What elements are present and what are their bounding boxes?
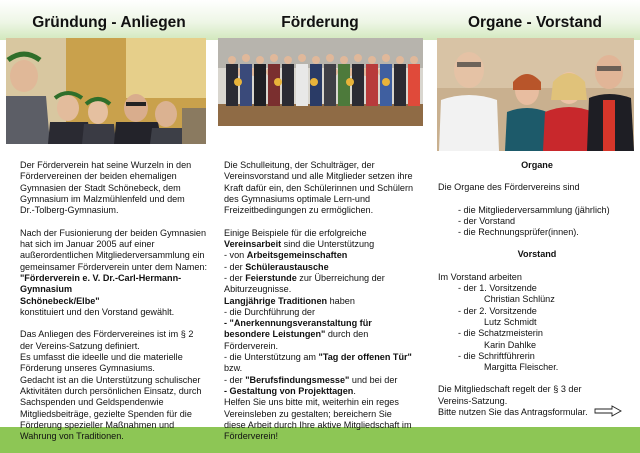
text-line xyxy=(224,273,424,284)
text-line: Kraft dafür ein, den Schülerinnen und Schülern xyxy=(224,182,414,193)
group-photo xyxy=(218,38,423,126)
board-role: - der 2. Vorsitzende xyxy=(458,305,537,316)
col3-title: Organe - Vorstand xyxy=(467,14,603,31)
col2-text xyxy=(224,160,424,453)
text-line: Helfen Sie uns bitte mit, weiterhin ein reges xyxy=(224,397,399,408)
col1-paragraph-fusion xyxy=(20,228,220,318)
text-line: Das Anliegen des Fördervereines ist im § 2 xyxy=(20,329,194,340)
board-member: Margitta Fleischer. xyxy=(484,362,559,373)
list-item: - der Vorstand xyxy=(458,215,516,226)
text-fragment: - der xyxy=(224,374,246,385)
vorstand-list xyxy=(438,283,636,373)
text-line: Gymnasium im Malzmühlenfeld und dem xyxy=(20,193,185,204)
bold-term: Schüleraustausche xyxy=(245,261,329,272)
text-line xyxy=(224,329,424,340)
board-role: - der 1. Vorsitzende xyxy=(458,283,537,294)
text-line: Im Vorstand arbeiten xyxy=(438,271,522,282)
text-line: Förderverein. xyxy=(224,340,279,351)
bold-term: Vereinsarbeit xyxy=(224,239,282,250)
text-fragment: . xyxy=(353,385,356,396)
text-line: - die Durchführung der xyxy=(224,306,315,317)
bold-term: - Gestaltung von Projekttagen xyxy=(224,385,354,396)
bold-term: - "Anerkennungsveranstaltung für xyxy=(224,318,372,329)
list-item: - die Mitgliederversammlung (jährlich) xyxy=(458,204,610,215)
text-line: Der Förderverein hat seine Wurzeln in den xyxy=(20,160,192,170)
text-fragment: - der xyxy=(224,272,246,283)
board-photo xyxy=(437,38,634,151)
graduation-photo xyxy=(6,38,206,144)
text-line: gemeinsamer Förderverein unter dem Namen: xyxy=(20,261,208,272)
text-line xyxy=(224,296,424,307)
text-line: Förderung spezieller Maßnahmen und xyxy=(20,419,175,430)
text-line xyxy=(224,250,424,261)
bold-term: Arbeitsgemeinschaften xyxy=(246,250,348,261)
col1-paragraph-purpose xyxy=(20,329,220,442)
vorstand-heading: Vorstand xyxy=(517,249,557,260)
association-name: "Förderverein e. V. Dr.-Carl-Hermann- xyxy=(20,272,182,283)
col1-paragraph-roots xyxy=(20,160,220,216)
bold-term: besondere Leistungen" xyxy=(224,329,326,340)
text-line xyxy=(224,375,424,386)
text-line: Fördervereinen der beiden ehemaligen xyxy=(20,171,177,182)
text-line: hat sich im Januar 2005 auf einer xyxy=(20,239,155,250)
col1-title: Gründung - Anliegen xyxy=(32,14,186,31)
text-line: bzw. xyxy=(224,363,243,374)
list-item: - die Rechnungsprüfer(innen). xyxy=(458,227,579,238)
col3-text xyxy=(438,160,636,418)
text-line xyxy=(224,352,424,363)
association-name: Schönebeck/Elbe" xyxy=(20,295,100,306)
text-line: Vereinsleben zu gestalten; bereichern Sie xyxy=(224,408,392,419)
text-line: Die Organe des Fördervereins sind xyxy=(438,182,580,193)
text-fragment: - von xyxy=(224,250,247,261)
text-line: Gymnasien der Stadt Schönebeck, dem xyxy=(20,182,181,193)
board-member: Christian Schlünz xyxy=(484,294,555,305)
text-line: Wahrung von Traditionen. xyxy=(20,431,124,442)
text-line: Vereinsvorstand und alle Mitglieder setzen ihre xyxy=(224,171,413,182)
text-line xyxy=(224,262,424,273)
bold-term: Feierstunde xyxy=(245,272,297,283)
text-fragment: durch den xyxy=(325,329,369,340)
text-line: Gedacht ist an die Unterstützung schulischer xyxy=(20,374,201,385)
text-line: diese Arbeit durch Ihre aktive Mitgliedschaft im xyxy=(224,419,412,430)
text-line: konstituiert und den Vorstand gewählt. xyxy=(20,306,175,317)
text-line: Einige Beispiele für die erfolgreiche xyxy=(224,227,367,238)
col2-paragraph-intro xyxy=(224,160,424,216)
text-line: Die Mitgliedschaft regelt der § 3 der xyxy=(438,384,582,395)
text-line: Es umfasst die ideelle und die materielle xyxy=(20,352,183,363)
text-line: Freizeitbedingungen zu ermöglichen. xyxy=(224,205,374,216)
organe-list xyxy=(438,205,636,239)
right-arrow-outline-icon xyxy=(594,405,622,417)
text-fragment: und bei der xyxy=(349,374,398,385)
text-fragment: sind die Unterstützung xyxy=(281,239,375,250)
board-member: Lutz Schmidt xyxy=(484,316,537,327)
text-line: Die Schulleitung, der Schulträger, der xyxy=(224,160,375,170)
text-line xyxy=(224,386,424,397)
text-line: außerordentlichen Mitgliederversammlung ein xyxy=(20,250,205,261)
association-name: Gymnasium xyxy=(20,284,73,295)
bold-term: "Tag der offenen Tür" xyxy=(318,352,412,363)
board-role: - die Schatzmeisterin xyxy=(458,328,543,339)
text-line: Nach der Fusionierung der beiden Gymnasien xyxy=(20,227,207,238)
text-line: Mitgliedsbeiträge, gezielte Spenden für die xyxy=(20,408,192,419)
text-fragment: - die Unterstützung am xyxy=(224,352,319,363)
text-line: Aktivitäten durch persönlichen Einsatz, durch xyxy=(20,385,202,396)
text-line: Abiturzeugnisse. xyxy=(224,284,292,295)
col2-title: Förderung xyxy=(281,14,359,31)
text-line: Dr.-Tolberg-Gymnasium. xyxy=(20,205,119,216)
col2-paragraph-examples xyxy=(224,228,424,443)
text-line: Förderverein! xyxy=(224,431,279,442)
text-line: der Vereins-Satzung definiert. xyxy=(20,340,140,351)
text-line: Vereins-Satzung. xyxy=(438,395,508,406)
bold-term: "Berufsfindungsmesse" xyxy=(245,374,350,385)
organe-heading: Organe xyxy=(521,160,553,170)
board-role: - die Schriftführerin xyxy=(458,350,535,361)
col1-text xyxy=(20,160,220,453)
text-line: des Gymnasiums optimale Lern-und xyxy=(224,193,371,204)
text-line: Förderung unseres Gymnasiums. xyxy=(20,363,155,374)
text-fragment: haben xyxy=(327,295,355,306)
bold-term: Langjährige Traditionen xyxy=(224,295,328,306)
text-fragment: zur Überreichung der xyxy=(296,272,385,283)
text-line: Sachspenden und Geldspendenwie xyxy=(20,397,164,408)
board-member: Karin Dahlke xyxy=(484,339,537,350)
text-line: Bitte nutzen Sie das Antragsformular. xyxy=(438,407,588,418)
text-line xyxy=(224,239,424,250)
text-fragment: - der xyxy=(224,261,246,272)
